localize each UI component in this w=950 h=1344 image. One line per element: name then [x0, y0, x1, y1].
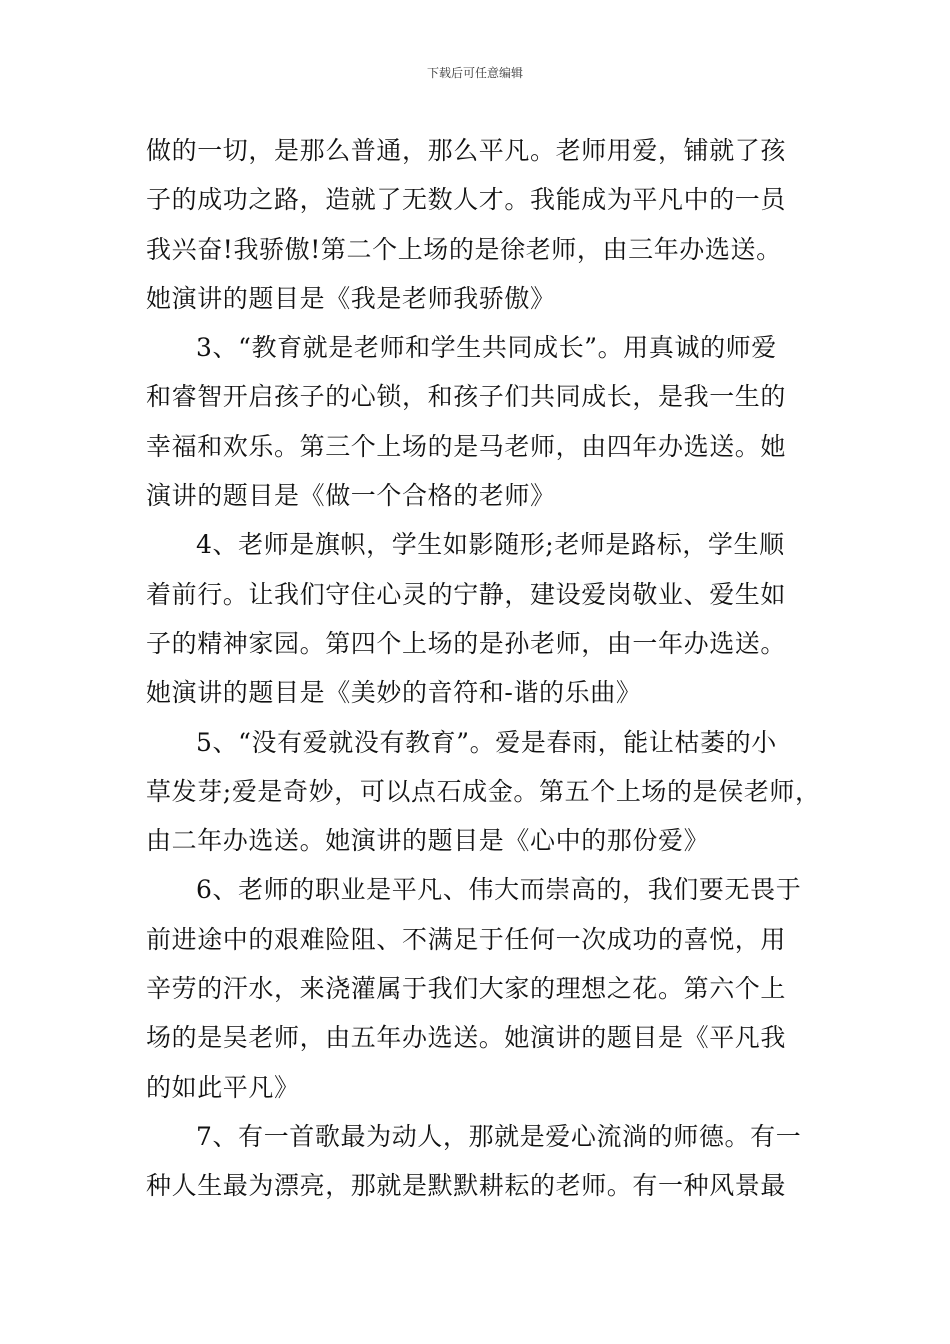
text-line: 前进途中的艰难险阻、不满足于任何一次成功的喜悦，用: [146, 924, 787, 954]
text-line: 的如此平凡》: [146, 1072, 300, 1102]
text-line: 由二年办选送。她演讲的题目是《心中的那份爱》: [146, 826, 710, 856]
text-line: 5、“没有爱就没有教育”。爱是春雨，能让枯萎的小: [196, 727, 777, 757]
text-line: 做的一切，是那么普通，那么平凡。老师用爱，铺就了孩: [146, 136, 787, 165]
text-line: 和睿智开启孩子的心锁，和孩子们共同成长，是我一生的: [146, 382, 787, 412]
text-line: 子的成功之路，造就了无数人才。我能成为平凡中的一员: [146, 185, 787, 215]
text-line: 幸福和欢乐。第三个上场的是马老师，由四年办选送。她: [146, 431, 787, 461]
document-body: [146, 126, 821, 1211]
text-line: 6、老师的职业是平凡、伟大而崇高的，我们要无畏于: [196, 875, 802, 905]
page-header: 下载后可任意编辑: [426, 66, 523, 80]
text-line: 场的是吴老师，由五年办选送。她演讲的题目是《平凡我: [146, 1023, 787, 1053]
text-line: 4、老师是旗帜，学生如影随形;老师是路标，学生顺: [196, 530, 785, 560]
text-line: 演讲的题目是《做一个合格的老师》: [146, 481, 556, 511]
text-line: 她演讲的题目是《美妙的音符和-谐的乐曲》: [146, 678, 642, 708]
text-line: 辛劳的汗水，来浇灌属于我们大家的理想之花。第六个上: [146, 974, 787, 1004]
text-line: 我兴奋!我骄傲!第二个上场的是徐老师，由三年办选送。: [146, 234, 782, 264]
text-line: 着前行。让我们守住心灵的宁静，建设爱岗敬业、爱生如: [146, 579, 787, 609]
text-line: 3、“教育就是老师和学生共同成长”。用真诚的师爱: [196, 333, 777, 363]
text-line: 7、有一首歌最为动人，那就是爱心流淌的师德。有一: [196, 1121, 802, 1151]
text-line: 子的精神家园。第四个上场的是孙老师，由一年办选送。: [146, 628, 787, 658]
text-line: 她演讲的题目是《我是老师我骄傲》: [146, 283, 556, 313]
text-line: 草发芽;爱是奇妙，可以点石成金。第五个上场的是侯老师，: [146, 776, 821, 806]
text-line: 种人生最为漂亮，那就是默默耕耘的老师。有一种风景最: [146, 1171, 787, 1201]
